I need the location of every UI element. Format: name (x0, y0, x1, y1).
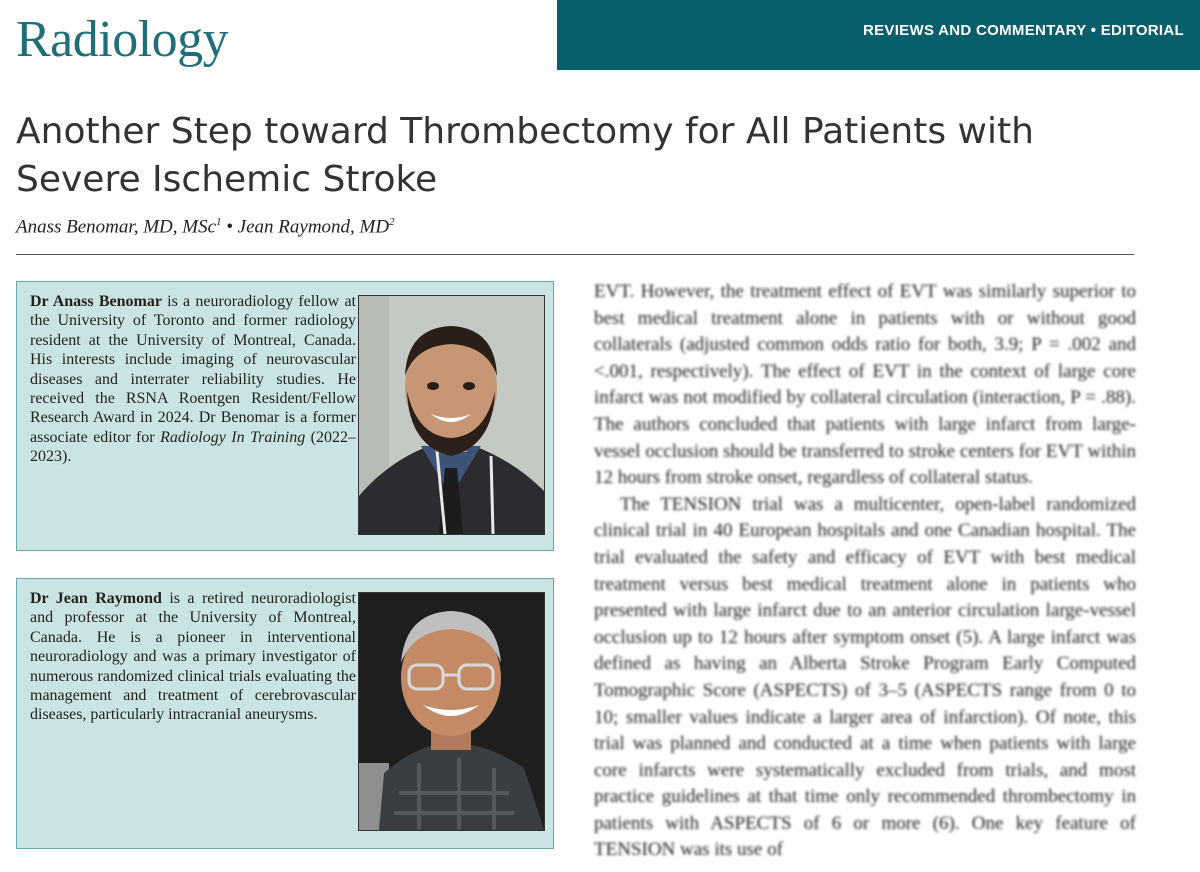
title-divider (16, 254, 1134, 255)
article-title (16, 108, 1136, 204)
body-paragraph-2: The TENSION trial was a multicenter, open-label randomized clinical trial in 40 European hospitals and one Canadian hospital. The trial evaluated the safety and efficacy of EVT with best medical treatment versus best medical treatment alone in patients who presented with large infarct due to an anterior circulation large-vessel occlusion up to 12 hours after symptom onset (5). A large infarct was defined as having an Alberta Stroke Program Early Computed Tomographic Score (ASPECTS) of 3–5 (ASPECTS range from 0 to 10; smaller values indicate a larger area of infarction). Of note, this trial was planned and conducted at a time when patients with large core infarcts were systematically excluded from trials, and most practice guidelines at that time only recommended thrombectomy in patients with ASPECTS of 6 or more (6). One key feature of TENSION was its use of (594, 493, 1136, 861)
title-line-2: Severe Ischemic Stroke (16, 159, 438, 200)
bio-text-benomar (30, 292, 356, 467)
author-1-affiliation: 1 (216, 216, 222, 228)
author-1: Anass Benomar, MD, MSc (16, 216, 217, 238)
section-banner (557, 0, 1200, 70)
author-2: Jean Raymond, MD (237, 216, 390, 238)
author-line (16, 216, 395, 238)
bio-journal-italic: Radiology In Training (160, 428, 306, 446)
bio-name-raymond: Dr Jean Raymond (30, 590, 162, 607)
bio-text-raymond (30, 589, 356, 725)
bio-box-raymond (16, 578, 554, 849)
bio-box-benomar (16, 281, 554, 551)
author-separator: • (221, 216, 238, 238)
title-line-1: Another Step toward Thrombectomy for All Patients with (16, 111, 1034, 152)
bio-tail-benomar: (2022–2023). (30, 428, 356, 466)
bio-body-benomar: is a neuroradiology fellow at the University of Toronto and former radiology resident at the University of Montreal, Canada. His interests include imaging of neurovascular diseases and interrater reliability studies. He received the RSNA Roentgen Resident/Fellow Research Award in 2024. Dr Benomar is a former associate editor for (30, 293, 356, 446)
portrait-photo-raymond (358, 592, 545, 831)
bio-name-benomar: Dr Anass Benomar (30, 293, 162, 310)
section-label: REVIEWS AND COMMENTARY • EDITORIAL (862, 22, 1184, 39)
portrait-photo-benomar (358, 295, 545, 535)
body-paragraph-1: EVT. However, the treatment effect of EVT was similarly superior to best medical treatment alone in patients with or without good collaterals (adjusted common odds ratio for both, 3.9; P = .002 and <.001, respectively). The effect of EVT in the context of large core infarct was not modified by collateral circulation (interaction, P = .88). The authors concluded that patients with large infarct from large-vessel occlusion should be transferred to stroke centers for EVT within 12 hours from stroke onset, regardless of collateral status. (594, 281, 1136, 489)
journal-logo: Radiology (16, 11, 229, 68)
bio-body-raymond: is a retired neuroradiologist and professor at the University of Montreal, Canada. He is a pioneer in interventional neuroradiology and was a primary investigator of numerous randomized clinical trials evaluating the management and treatment of cerebrovascular diseases, particularly intracranial aneurysms. (30, 590, 357, 724)
author-2-affiliation: 2 (389, 216, 395, 228)
article-body-column (594, 279, 1136, 864)
